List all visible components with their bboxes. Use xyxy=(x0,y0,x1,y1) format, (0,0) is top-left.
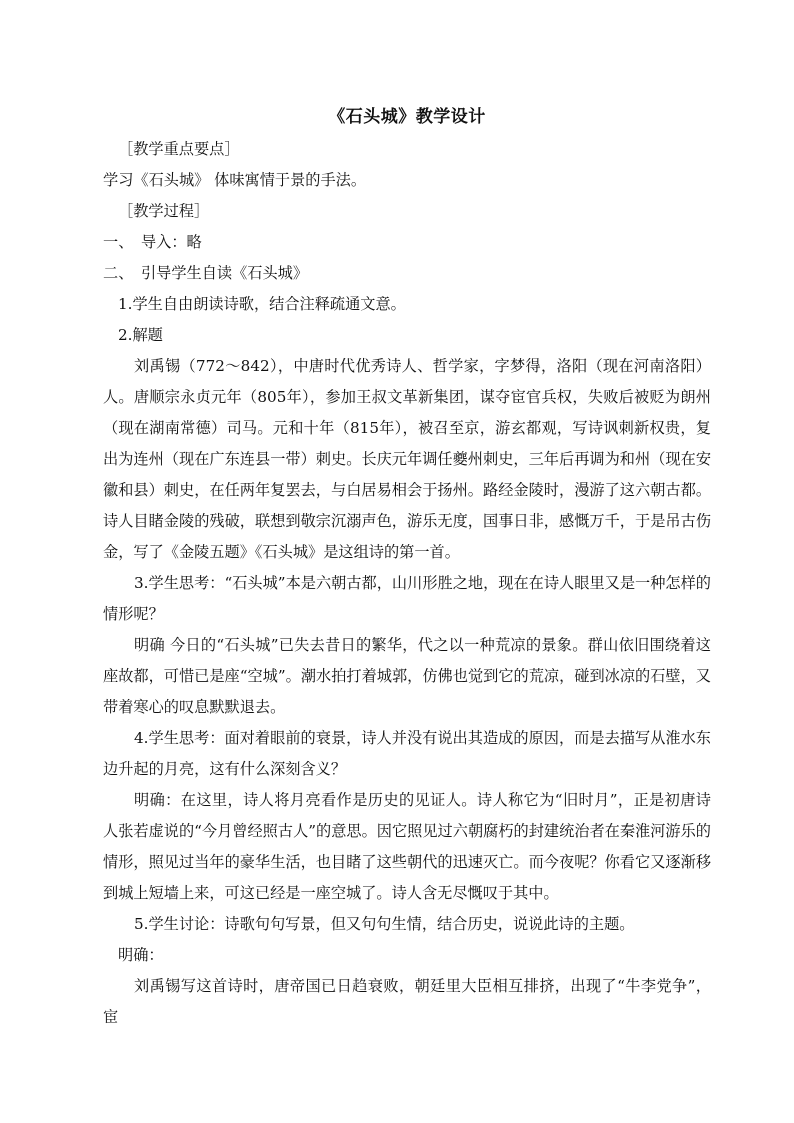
item-2-title-explanation: 2.解题 xyxy=(118,326,163,344)
item-1-reading: 1.学生自由朗读诗歌，结合注释疏通文意。 xyxy=(118,295,406,313)
document-page xyxy=(103,100,711,1033)
focus-heading: ［教学重点要点］ xyxy=(118,140,240,158)
answer-5-text: 刘禹锡写这首诗时，唐帝国已日趋衰败，朝廷里大臣相互排挤，出现了“牛李党争”，宦 xyxy=(103,977,711,1026)
focus-text: 学习《石头城》 体味寓情于景的手法。 xyxy=(103,171,367,189)
answer-5-label: 明确： xyxy=(118,946,164,964)
document-title: 《石头城》教学设计 xyxy=(328,107,486,127)
question-3: 3.学生思考：“石头城”本是六朝古都，山川形胜之地，现在在诗人眼里又是一种怎样的情形呢？ xyxy=(103,574,711,623)
question-4: 4.学生思考：面对着眼前的衰景，诗人并没有说出其造成的原因，而是去描写从淮水东边升起的月亮，这有什么深刻含义？ xyxy=(103,729,711,778)
author-biography: 刘禹锡（772～842），中唐时代优秀诗人、哲学家，字梦得，洛阳（现在河南洛阳）人。唐顺宗永贞元年（805年），参加王叔文革新集团，谋夺宦官兵权，失败后被贬为朗州（现在湖南常德）司马。元和十年（815年），被召至京，游玄都观，写诗讽刺新权贵，复出为连州（现在广东连县一带）刺史。长庆元年调任夔州刺史，三年后再调为和州（现在安徽和县）刺史，在任两年复罢去，与白居易相会于扬州。路经金陵时，漫游了这六朝古都。诗人目睹金陵的残破，联想到敬宗沉溺声色，游乐无度，国事日非，感慨万千，于是吊古伤金，写了《金陵五题》《石头城》是这组诗的第一首。 xyxy=(103,357,711,561)
question-5: 5.学生讨论：诗歌句句写景，但又句句生情，结合历史，说说此诗的主题。 xyxy=(134,915,635,933)
answer-4: 明确：在这里，诗人将月亮看作是历史的见证人。诗人称它为“旧时月”，正是初唐诗人张若虚说的“今月曾经照古人”的意思。因它照见过六朝腐朽的封建统治者在秦淮河游乐的情形，照见过当年的豪华生活，也目睹了这些朝代的迅速灭亡。而今夜呢？你看它又逐渐移到城上短墙上来，可这已经是一座空城了。诗人含无尽慨叹于其中。 xyxy=(103,791,711,902)
process-heading: ［教学过程］ xyxy=(118,202,210,220)
step-1-intro: 一、 导入：略 xyxy=(103,233,202,251)
answer-3: 明确 今日的“石头城”已失去昔日的繁华，代之以一种荒凉的景象。群山依旧围绕着这座故都，可惜已是座“空城”。潮水拍打着城郭，仿佛也觉到它的荒凉，碰到冰凉的石壁，又带着寒心的叹息默默退去。 xyxy=(103,636,711,716)
step-2-self-reading: 二、 引导学生自读《石头城》 xyxy=(103,264,309,282)
